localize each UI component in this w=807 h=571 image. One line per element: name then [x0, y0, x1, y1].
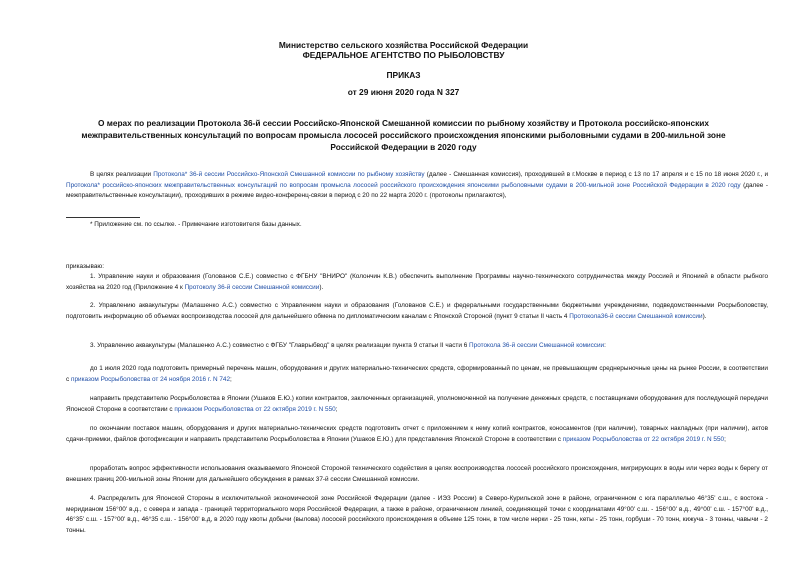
item-2-text-1: 2. Управлению аквакультуры (Малашенко А.С.) совместно с Управлением науки и образования (Голованов С.Е.) и федеральными государственными бюджетными учреждениями, подведомственными Росрыболовству, подготовить информацию об объемах воспроизводства лососей для дальнейшего обмена по дипломатическим каналам с Японской Стороной (пункт 9 статьи II часть 4	[66, 302, 768, 320]
item-3-protocol-link[interactable]: Протокола 36-й сессии Смешанной комиссии	[469, 342, 605, 349]
intro-paragraph	[66, 170, 768, 202]
intro-text-2: (далее - Смешанная комиссия), проходившей в г.Москве в период с 13 по 17 апреля и с 15 по 18 июня 2020 г., и	[424, 171, 769, 178]
subitem-4: проработать вопрос эффективности использования оказываемого Японской Стороной технического содействия в целях воспроизводства лососей российского происхождения, мигрирующих в воды или через воды к берегу от внешних границ 200-мильной зоны Японии для дальнейшего обсуждения в рамках 37-й сессии Смешанной комиссии.	[66, 465, 768, 483]
subitem-3-text-2: ;	[724, 435, 726, 443]
agency-name: ФЕДЕРАЛЬНОЕ АГЕНТСТВО ПО РЫБОЛОВСТВУ	[302, 50, 505, 60]
item-1-text-2: ).	[319, 283, 324, 291]
subitem-3-text-1: по окончании поставок машин, оборудования и других материально-технических средств подготовить отчет с приложением к нему копий контрактов, коносаментов (при наличии), товарных накладных (при наличии), актов сдачи-приемки, файлов фотофиксации и направить представителю Росрыболовства в Японии (Ушаков Е.Ю.) для представления Японской Стороне в соответствии с	[66, 425, 768, 443]
subitem-1	[66, 364, 768, 385]
order-742-link[interactable]: приказом Росрыболовства от 24 ноября 2016 г. N 742	[70, 375, 231, 383]
subitem-2-text-2: ;	[335, 405, 338, 413]
subitem-1-text-2: ;	[230, 375, 232, 383]
item-2	[66, 301, 768, 322]
intro-text-1: В целях реализации	[90, 171, 154, 178]
subitem-3	[66, 424, 768, 445]
footnote: * Приложение см. по ссылке. - Примечание изготовителя базы данных.	[90, 221, 302, 228]
subitem-1-text-1: до 1 июля 2020 года подготовить примерный перечень машин, оборудования и других материально-технических средств, сформированный по ценам, не превышающим среднерыночные цены на рынке России, в соответствии с	[66, 365, 768, 383]
subitem-2	[66, 394, 768, 415]
item-2-protocol-link[interactable]: Протокола36-й сессии Смешанной комиссии	[569, 312, 703, 320]
order-550-link[interactable]: приказом Росрыболовства от 22 октября 2019 г. N 550	[174, 405, 336, 413]
intro-text-3: (далее - межправительственные консультации), проходивших в режиме видео-конференц-связи в период с 20 по 22 марта 2020 г. (протоколы прилагаются),	[66, 181, 768, 199]
order-word: приказываю:	[66, 263, 104, 270]
item-3-text-1: 3. Управлению аквакультуры (Малашенко А.С.) совместно с ФГБУ "Главрыбвод" в целях реализации пункта 9 статьи II части 6	[90, 342, 470, 349]
item-3-text-2: :	[604, 342, 606, 349]
protocol-36-link[interactable]: Протокола* 36-й сессии Российско-Японской Смешанной комиссии по рыбному хозяйству	[153, 171, 425, 178]
document-type: ПРИКАЗ	[386, 70, 421, 80]
order-550-link-2[interactable]: приказом Росрыболовства от 22 октября 2019 г. N 550	[562, 435, 725, 443]
item-4: 4. Распределить для Японской Стороны в исключительной экономической зоне Российской Федерации (далее - ИЭЗ России) в Северо-Курильской зоне в районе, ограниченном с юга параллелью 46°35' с.ш., с востока - меридианом 156°00' в.д., с севера и запада - границей территориального моря Российской Федерации, а также в районе, ограниченном линией, соединяющей точки с координатами 49°00' с.ш. - 156°00' в.д., 49°00' с.ш. - 157°00' в.д., 46°35' с.ш. - 157°00' в.д., 46°35 с.ш. - 156°00' в.д, в 2020 году квоты добычи (вылова) лососей российского происхождения в объеме 125 тонн, в том числе нерки - 25 тонн, кеты - 25 тонн, горбуши - 70 тонн, кижуча - 3 тонны, чавычи - 2 тонны.	[66, 495, 768, 534]
item-2-text-2: ).	[702, 312, 707, 320]
subitem-2-text-1: направить представителю Росрыболовства в Японии (Ушаков Е.Ю.) копии контрактов, заключенных организацией, уполномоченной на получение денежных средств, с поставщиками оборудования для последующей передачи Японской Стороне в соответствии с	[66, 395, 768, 413]
footnote-divider	[66, 217, 140, 218]
item-3	[66, 341, 768, 352]
document-date-number: от 29 июня 2020 года N 327	[347, 87, 460, 97]
item-1-protocol-link[interactable]: Протоколу 36-й сессии Смешанной комиссии	[184, 283, 320, 291]
document-title: О мерах по реализации Протокола 36-й сессии Российско-Японской Смешанной комиссии по рыбному хозяйству и Протокола российско-японских межправительственных консультаций по вопросам промысла лососей российского происхождения японскими рыболовными судами в 200-мильной зоне Российской Федерации в 2020 году	[81, 118, 726, 152]
item-1-text-1: 1. Управление науки и образования (Голованов С.Е.) совместно с ФГБНУ "ВНИРО" (Колончин К.В.) обеспечить выполнение Программы научно-технического сотрудничества между Россией и Японией в области рыбного хозяйства на 2020 год (Приложение 4 к	[66, 273, 768, 291]
item-1	[66, 272, 768, 293]
ministry-name: Министерство сельского хозяйства Российской Федерации	[278, 40, 529, 50]
consultations-protocol-link[interactable]: Протокола* российско-японских межправительственных консультаций по вопросам промысла лососей российского происхождения японскими рыболовными судами в 200-мильной зоне Российской Федерации в 2020 году	[66, 181, 741, 189]
